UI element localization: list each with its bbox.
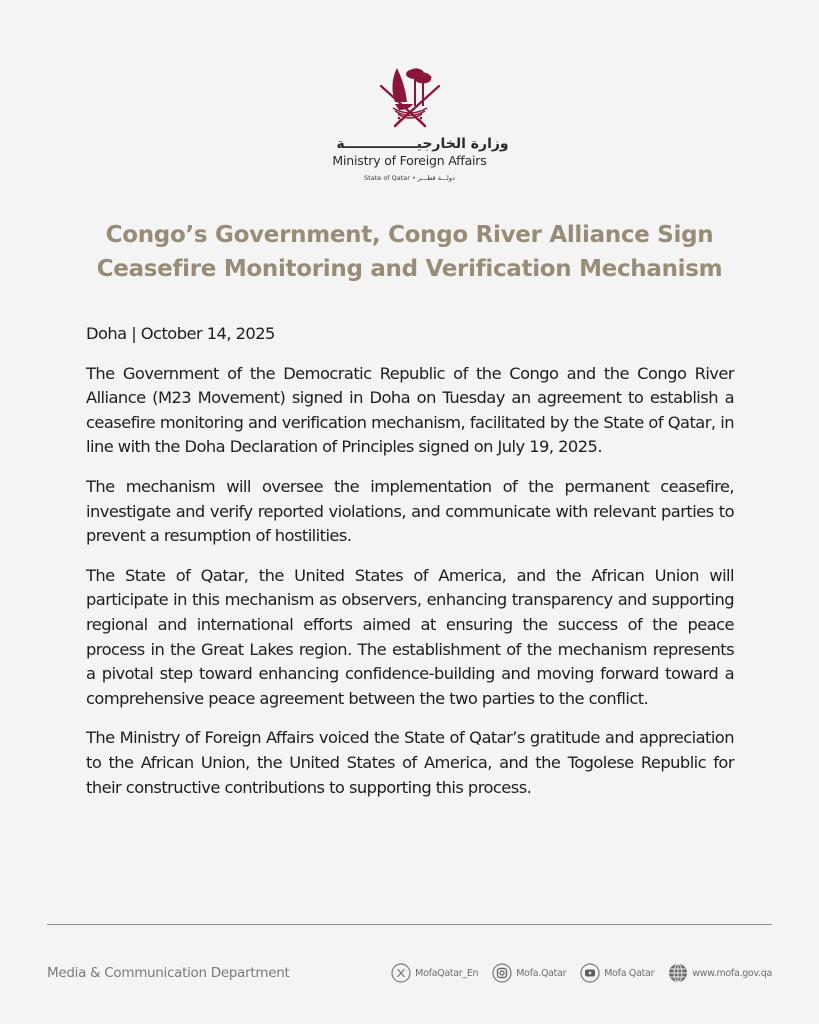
social-link-website[interactable] [668, 963, 772, 983]
department-name: Media & Communication Department [47, 965, 290, 981]
social-link-instagram[interactable] [492, 963, 566, 983]
paragraph: The Government of the Democratic Republic of the Congo and the Congo River Alliance (M23 Movement) signed in Doha on Tuesday an agreement to establish a ceasefire monitoring and verification mechanism, facilitated by the State of Qatar, in line with the Doha Declaration of Principles signed on July 19, 2025. [86, 363, 734, 457]
paragraph: The State of Qatar, the United States of America, and the African Union will participate in this mechanism as observers, enhancing transparency and supporting regional and international efforts aimed at ensuring the success of the peace process in the Great Lakes region. The establishment of the mechanism represents a pivotal step toward enhancing confidence-building and moving forward toward a comprehensive peace agreement between the two parties to the conflict. [86, 565, 734, 708]
paragraph: The Ministry of Foreign Affairs voiced the State of Qatar’s gratitude and appreciation to the African Union, the United States of America, and the Togolese Republic for their constructive contributions to supporting this process. [86, 728, 734, 797]
social-links [391, 963, 772, 983]
article-body [86, 322, 734, 815]
ministry-english-name: Ministry of Foreign Affairs [332, 153, 487, 168]
ministry-arabic-name: وزارة الخارجيـــــــــــــــة [336, 136, 509, 152]
x-twitter-icon [391, 963, 411, 983]
social-label: Mofa Qatar [604, 967, 655, 979]
social-label: www.mofa.gov.qa [692, 967, 772, 979]
instagram-icon [492, 963, 512, 983]
paragraph: The mechanism will oversee the implementation of the permanent ceasefire, investigate and verify reported violations, and communicate with relevant parties to prevent a resumption of hostilities. [86, 476, 734, 546]
globe-icon [668, 963, 688, 983]
title-line-2: Ceasefire Monitoring and Verification Mechanism [96, 256, 723, 282]
page-title [0, 218, 819, 286]
qatar-emblem-icon [377, 62, 443, 132]
dateline: Doha | October 14, 2025 [86, 324, 275, 343]
state-of-qatar-line: State of Qatar • دولـــة قطـــر [364, 174, 455, 182]
ministry-logo [0, 62, 819, 184]
social-label: MofaQatar_En [415, 967, 479, 979]
footer [47, 960, 772, 986]
youtube-icon [580, 963, 600, 983]
social-label: Mofa.Qatar [516, 967, 567, 979]
footer-divider [47, 924, 772, 925]
title-line-1: Congo’s Government, Congo River Alliance Sign [105, 222, 714, 248]
social-link-x[interactable] [391, 963, 478, 983]
social-link-youtube[interactable] [580, 963, 654, 983]
